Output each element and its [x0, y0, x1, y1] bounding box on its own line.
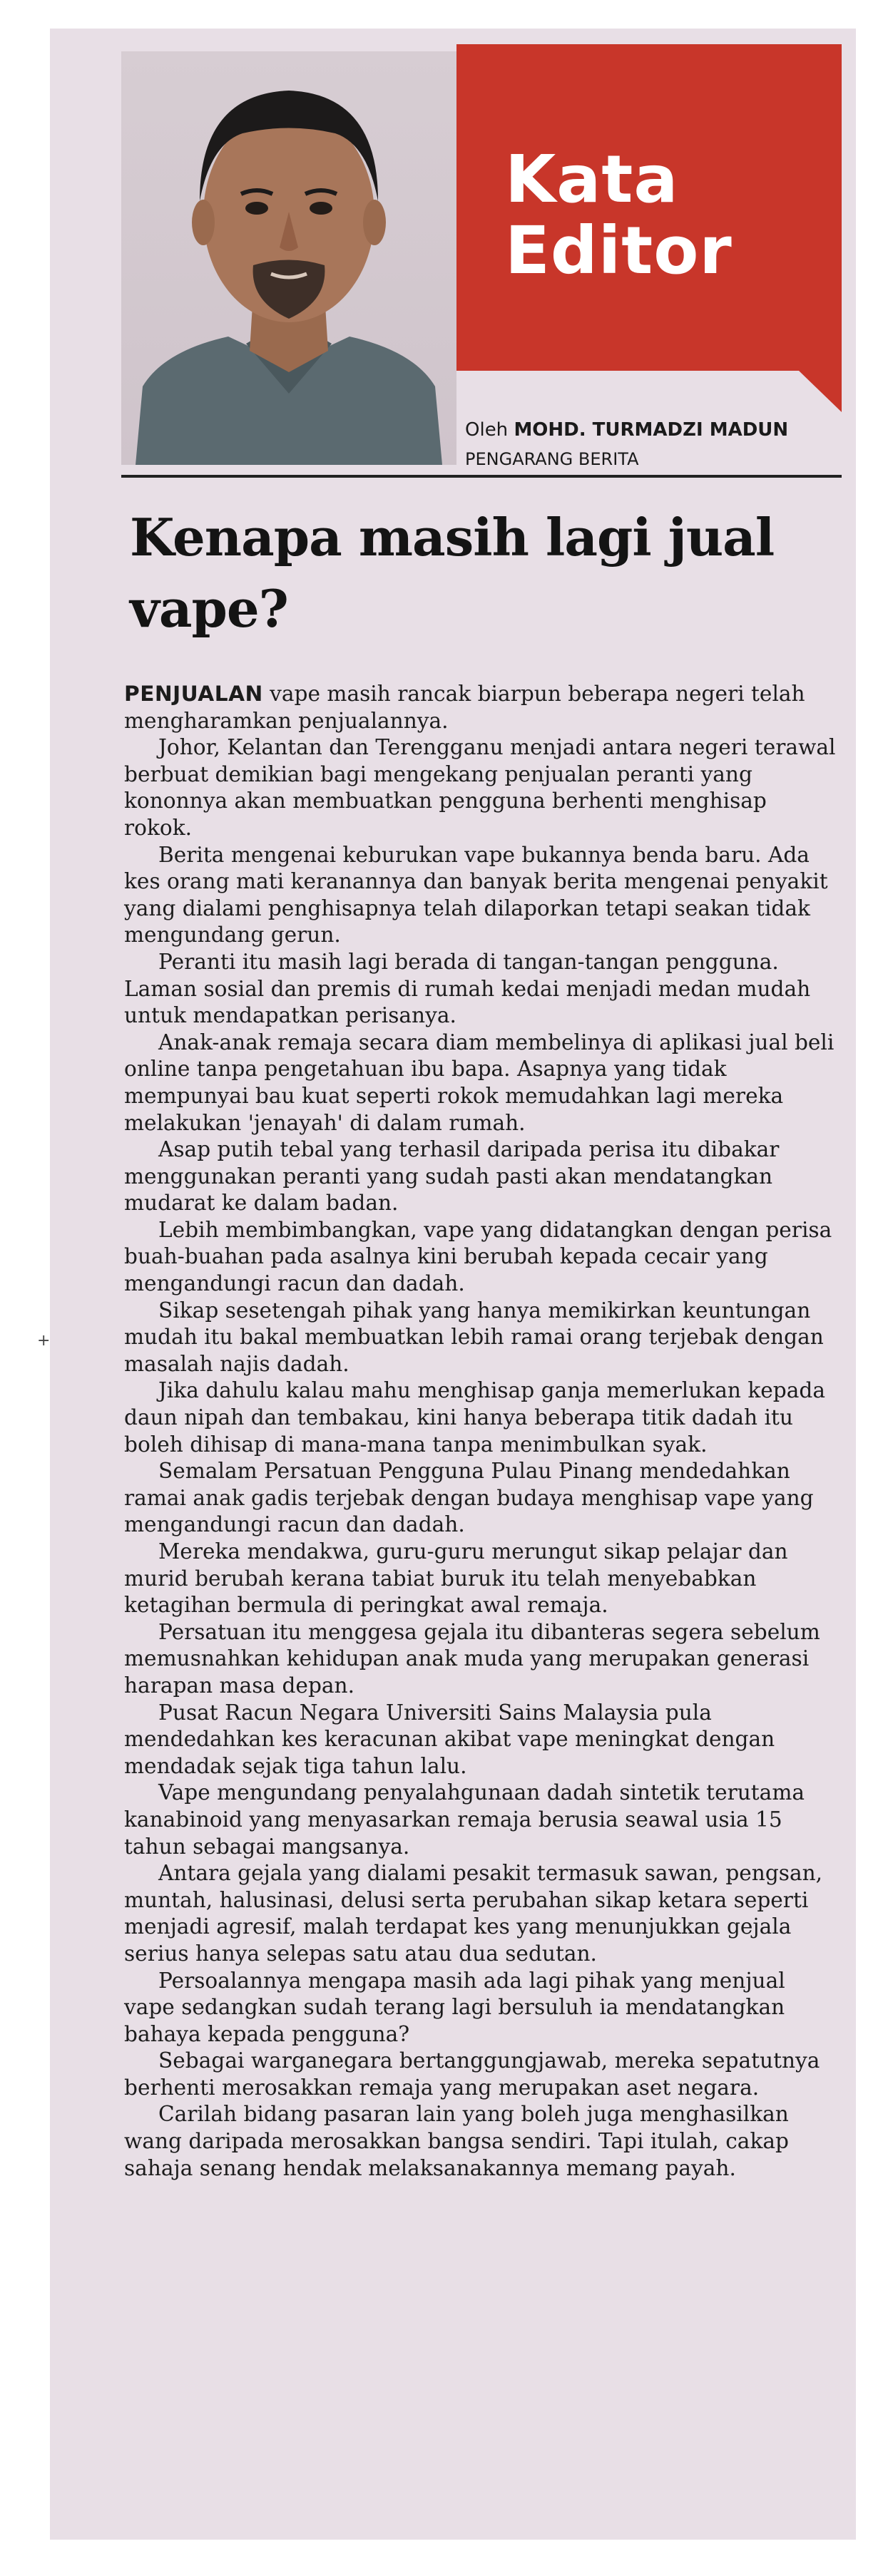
column-label-line2: Editor	[505, 212, 733, 289]
article-paragraph: Carilah bidang pasaran lain yang boleh juga menghasilkan wang daripada merosakkan bangsa sendiri. Tapi itulah, cakap sahaja senang hendak melaksanakannya memang payah.	[124, 2102, 789, 2180]
column-label	[505, 141, 733, 289]
article-paragraph: Persatuan itu menggesa gejala itu dibanteras segera sebelum memusnahkan kehidupan anak muda yang merupakan generasi harapan masa depan.	[124, 1619, 820, 1698]
article-paragraph: Asap putih tebal yang terhasil daripada perisa itu dibakar menggunakan peranti yang sudah pasti akan mendatangkan mudarat ke dalam badan.	[124, 1137, 780, 1216]
article-paragraph: Semalam Persatuan Pengguna Pulau Pinang mendedahkan ramai anak gadis terjebak dengan budaya menghisap vape yang mengandungi racun dan dadah.	[124, 1459, 814, 1537]
author-role: PENGARANG BERITA	[465, 449, 639, 469]
kata-editor-banner	[456, 44, 842, 371]
article-paragraph: Sikap sesetengah pihak yang hanya memikirkan keuntungan mudah itu bakal membuatkan lebih ramai orang terjebak dengan masalah najis dadah.	[124, 1298, 824, 1376]
article-paragraph: Persoalannya mengapa masih ada lagi pihak yang menjual vape sedangkan sudah terang lagi bersuluh ia mendatangkan bahaya kepada pengguna?	[124, 1968, 785, 2046]
lead-paragraph-text: vape masih rancak biarpun beberapa negeri telah mengharamkan penjualannya.	[124, 682, 805, 733]
article-paragraph: Anak-anak remaja secara diam membelinya di aplikasi jual beli online tanpa pengetahuan ibu bapa. Asapnya yang tidak mempunyai bau kuat seperti rokok memudahkan lagi mereka melakukan 'jenayah' di dalam rumah.	[124, 1030, 835, 1135]
article-paragraph: Jika dahulu kalau mahu menghisap ganja memerlukan kepada daun nipah dan tembakau, kini hanya beberapa titik dadah itu boleh dihisap di mana-mana tanpa menimbulkan syak.	[124, 1378, 825, 1457]
byline-prefix: Oleh	[465, 419, 509, 441]
newspaper-clipping	[50, 29, 856, 2540]
article-headline: Kenapa masih lagi jual vape?	[130, 507, 775, 639]
article-paragraph: Vape mengundang penyalahgunaan dadah sintetik terutama kanabinoid yang menyasarkan remaja berusia seawal usia 15 tahun sebagai mangsanya.	[124, 1780, 805, 1859]
article-paragraph: Johor, Kelantan dan Terengganu menjadi antara negeri terawal berbuat demikian bagi mengekang penjualan peranti yang kononnya akan membuatkan pengguna berhenti menghisap rokok.	[124, 735, 836, 840]
article-paragraph: Lebih membimbangkan, vape yang didatangkan dengan perisa buah-buahan pada asalnya kini berubah kepada cecair yang mengandungi racun dan dadah.	[124, 1217, 832, 1296]
article-body	[124, 681, 837, 2182]
article-paragraph: Mereka mendakwa, guru-guru merungut sikap pelajar dan murid berubah kerana tabiat buruk itu telah menyebabkan ketagihan bermula di peringkat awal remaja.	[124, 1539, 788, 1618]
lead-word: PENJUALAN	[124, 682, 263, 706]
banner-corner-tab	[799, 371, 842, 412]
author-byline	[465, 419, 788, 441]
author-portrait-illustration	[121, 51, 456, 465]
article-paragraph: Peranti itu masih lagi berada di tangan-tangan pengguna. Laman sosial dan premis di rumah kedai menjadi medan mudah untuk mendapatkan perisanya.	[124, 949, 811, 1028]
author-name: MOHD. TURMADZI MADUN	[514, 419, 789, 441]
header-divider	[121, 475, 842, 478]
article-paragraph	[124, 681, 837, 734]
article-paragraph: Sebagai warganegara bertanggungjawab, mereka sepatutnya berhenti merosakkan remaja yang merupakan aset negara.	[124, 2048, 820, 2100]
registration-mark: +	[37, 1332, 51, 1350]
author-photo	[121, 51, 456, 465]
column-label-line1: Kata	[505, 141, 679, 217]
article-paragraph: Pusat Racun Negara Universiti Sains Malaysia pula mendedahkan kes keracunan akibat vape meningkat dengan mendadak sejak tiga tahun lalu.	[124, 1700, 775, 1778]
article-paragraph: Berita mengenai keburukan vape bukannya benda baru. Ada kes orang mati keranannya dan banyak berita mengenai penyakit yang dialami penghisapnya telah dilaporkan tetapi seakan tidak mengundang gerun.	[124, 842, 828, 948]
article-paragraph: Antara gejala yang dialami pesakit termasuk sawan, pengsan, muntah, halusinasi, delusi serta perubahan sikap ketara seperti menjadi agresif, malah terdapat kes yang menunjukkan gejala serius hanya selepas satu atau dua sedutan.	[124, 1861, 823, 1966]
